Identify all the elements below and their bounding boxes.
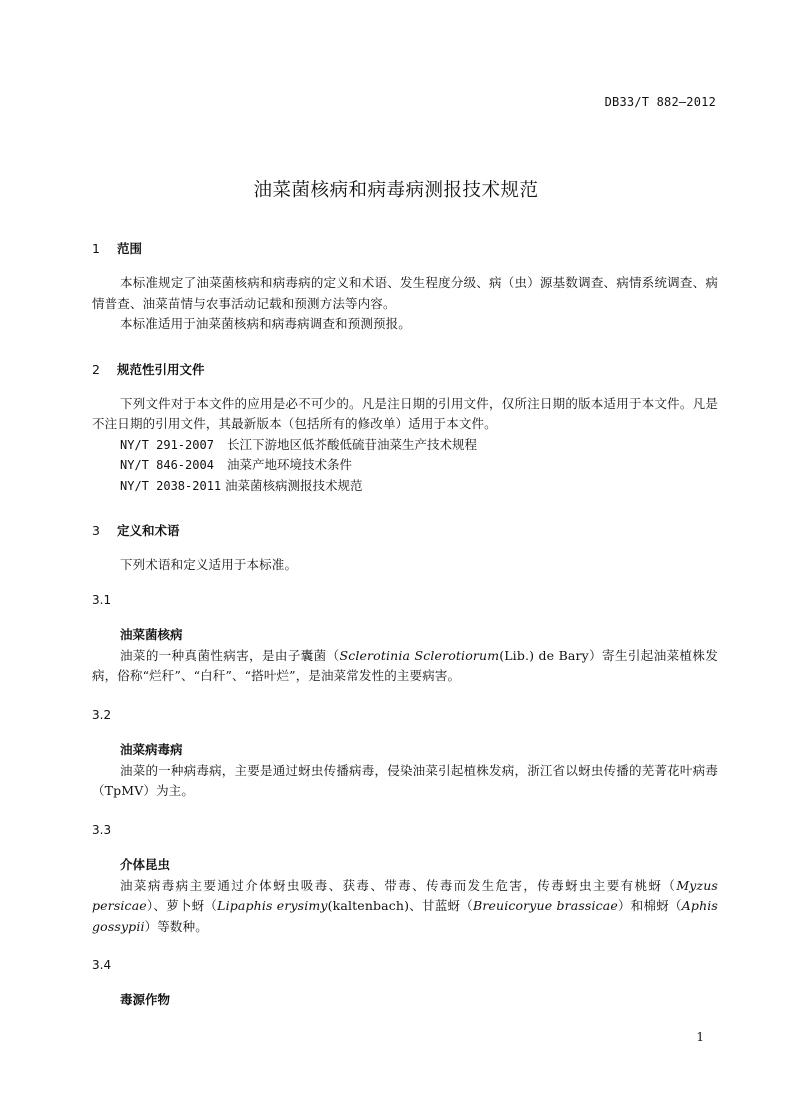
reference-title: 长江下游地区低芥酸低硫苷油菜生产技术规程 [227, 436, 478, 452]
section-number: 3 [92, 523, 100, 538]
scientific-name: Myzus persicae [92, 877, 718, 913]
term-definition: 油菜的一种病毒病，主要是通过蚜虫传播病毒，侵染油菜引起植株发病，浙江省以蚜虫传播的芜菁花叶病毒（TpMV）为主。 [92, 762, 718, 798]
reference-item [92, 476, 718, 497]
subsection-number: 3.2 [92, 707, 112, 722]
section-number: 2 [92, 361, 100, 377]
term-definition: 油菜病毒病主要通过介体蚜虫吸毒、获毒、带毒、传毒而发生危害，传毒蚜虫主要有桃蚜（Myzus persicae）、萝卜蚜（Lipaphis erysimy(kaltenbach)、甘蓝蚜（Breuicoryue brassicae）和棉蚜（Aphis gossypii）等数种。 [92, 877, 718, 934]
term-heading: 介体昆虫 [120, 856, 171, 872]
page-number: 1 [696, 1030, 704, 1044]
paragraph: 本标准规定了油菜菌核病和病毒病的定义和术语、发生程度分级、病（虫）源基数调查、病情系统调查、病情普查、油菜苗情与农事活动记载和预测方法等内容。 [92, 275, 718, 311]
document-title: 油菜菌核病和病毒病测报技术规范 [253, 180, 539, 201]
scientific-name: Aphis gossypii [92, 898, 718, 934]
term-heading: 毒源作物 [120, 992, 171, 1007]
scientific-name: Sclerotinia Sclerotiorum [339, 647, 500, 663]
paragraph: 本标准适用于油菜菌核病和病毒病调查和预测预报。 [120, 316, 411, 331]
scientific-name: Breuicoryue brassicae [472, 898, 618, 913]
paragraph: 下列术语和定义适用于本标准。 [120, 557, 298, 572]
document-body [92, 238, 718, 1011]
section-number: 1 [92, 241, 100, 256]
subsection-number: 3.4 [92, 958, 112, 972]
reference-code: NY/T 2038-2011 [120, 478, 222, 493]
section-1-heading [92, 238, 718, 260]
reference-item [92, 435, 718, 456]
subsection-number: 3.1 [92, 592, 112, 607]
section-title: 规范性引用文件 [117, 361, 205, 377]
section-title: 范围 [117, 241, 143, 256]
paragraph: 下列文件对于本文件的应用是必不可少的。凡是注日期的引用文件，仅所注日期的版本适用于本文件。凡是不注日期的引用文件，其最新版本（包括所有的修改单）适用于本文件。 [92, 395, 718, 431]
term-definition: 油菜的一种真菌性病害，是由子囊菌（Sclerotinia Sclerotiorum(Lib.) de Bary）寄生引起油菜植株发病，俗称“烂秆”、“白秆”、“搭叶烂”，是油菜常发性的主要病害。 [92, 647, 718, 683]
reference-code: NY/T 291-2007 [120, 437, 214, 452]
subsection-number: 3.3 [92, 822, 112, 837]
reference-title: 油菜菌核病测报技术规范 [225, 477, 363, 493]
term-heading: 油菜菌核病 [120, 626, 183, 642]
standard-code: DB33/T 882—2012 [604, 95, 716, 109]
section-2-heading [92, 359, 718, 381]
term-heading: 油菜病毒病 [120, 741, 183, 757]
scientific-name: Lipaphis erysimy [217, 898, 328, 913]
section-3-heading [92, 520, 718, 542]
section-title: 定义和术语 [117, 523, 180, 538]
reference-item [92, 455, 718, 476]
reference-code: NY/T 846-2004 [120, 458, 214, 472]
reference-title: 油菜产地环境技术条件 [227, 457, 353, 472]
